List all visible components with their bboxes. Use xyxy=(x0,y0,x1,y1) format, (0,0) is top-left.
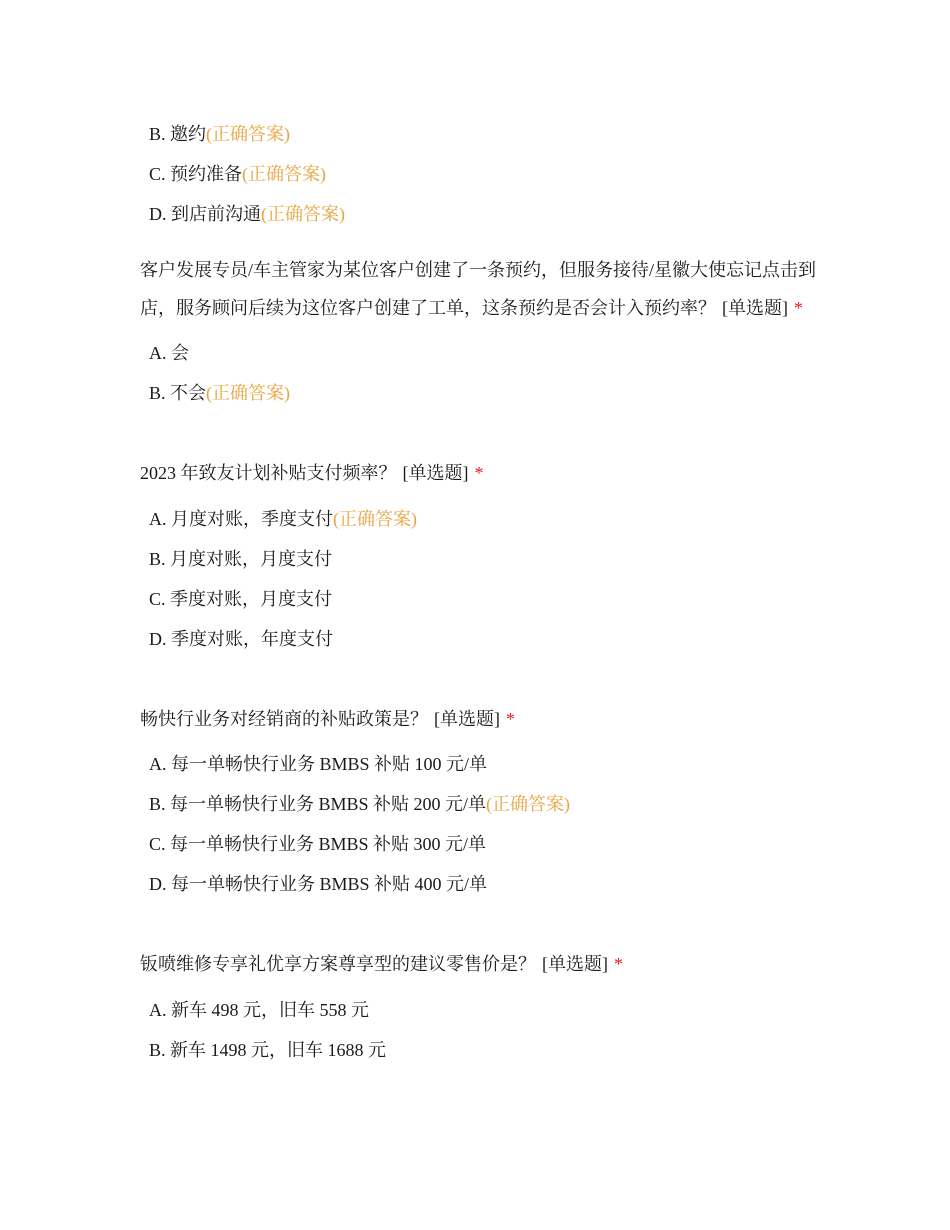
question-type-tag: [单选题] xyxy=(402,463,469,483)
option-item: B. 月度对账，月度支付 xyxy=(149,548,333,569)
question-text: 畅快行业务对经销商的补贴政策是？ xyxy=(140,708,428,729)
option-item: A. 新车 498 元，旧车 558 元 xyxy=(149,999,369,1020)
option-item: A. 每一单畅快行业务 BMBS 补贴 100 元/单 xyxy=(149,754,488,774)
correct-answer-mark: (正确答案) xyxy=(486,794,571,814)
option-item: C. 预约准备(正确答案) xyxy=(149,164,327,184)
option-item: A. 会 xyxy=(149,343,189,363)
question-text: 钣喷维修专享礼优享方案尊享型的建议零售价是？ xyxy=(140,954,536,974)
option-item: D. 到店前沟通(正确答案) xyxy=(149,204,345,224)
question-3 xyxy=(140,701,820,739)
required-mark: * xyxy=(474,463,484,483)
option-item: B. 新车 1498 元，旧车 1688 元 xyxy=(149,1039,387,1060)
required-mark: * xyxy=(614,954,623,974)
option-item: B. 邀约(正确答案) xyxy=(149,124,291,144)
question-text: 客户发展专员/车主管家为某位客户创建了一条预约，但服务接待/星徽大使忘记点击到店，服务顾问后续为这位客户创建了工单，这条预约是否会计入预约率？ xyxy=(140,260,816,318)
question-type-tag: [单选题] xyxy=(722,297,788,318)
question-2 xyxy=(140,455,820,493)
required-mark: * xyxy=(794,297,803,318)
question-type-tag: [单选题] xyxy=(542,954,608,974)
correct-answer-mark: (正确答案) xyxy=(242,164,327,184)
option-item: B. 每一单畅快行业务 BMBS 补贴 200 元/单(正确答案) xyxy=(149,794,571,814)
option-item: C. 每一单畅快行业务 BMBS 补贴 300 元/单 xyxy=(149,834,487,854)
question-text: 2023 年致友计划补贴支付频率？ xyxy=(140,463,397,483)
option-item: D. 每一单畅快行业务 BMBS 补贴 400 元/单 xyxy=(149,874,488,894)
option-item: D. 季度对账，年度支付 xyxy=(149,628,333,649)
correct-answer-mark: (正确答案) xyxy=(206,124,291,144)
required-mark: * xyxy=(506,708,515,729)
correct-answer-mark: (正确答案) xyxy=(206,383,291,403)
question-1 xyxy=(140,252,820,327)
option-item: B. 不会(正确答案) xyxy=(149,383,291,403)
correct-answer-mark: (正确答案) xyxy=(333,508,417,529)
option-item: A. 月度对账，季度支付(正确答案) xyxy=(149,508,417,529)
lead-options xyxy=(140,114,820,234)
correct-answer-mark: (正确答案) xyxy=(261,204,345,224)
quiz-document xyxy=(140,114,820,1070)
question-4 xyxy=(140,946,820,984)
question-type-tag: [单选题] xyxy=(434,708,500,729)
option-item: C. 季度对账，月度支付 xyxy=(149,588,333,609)
